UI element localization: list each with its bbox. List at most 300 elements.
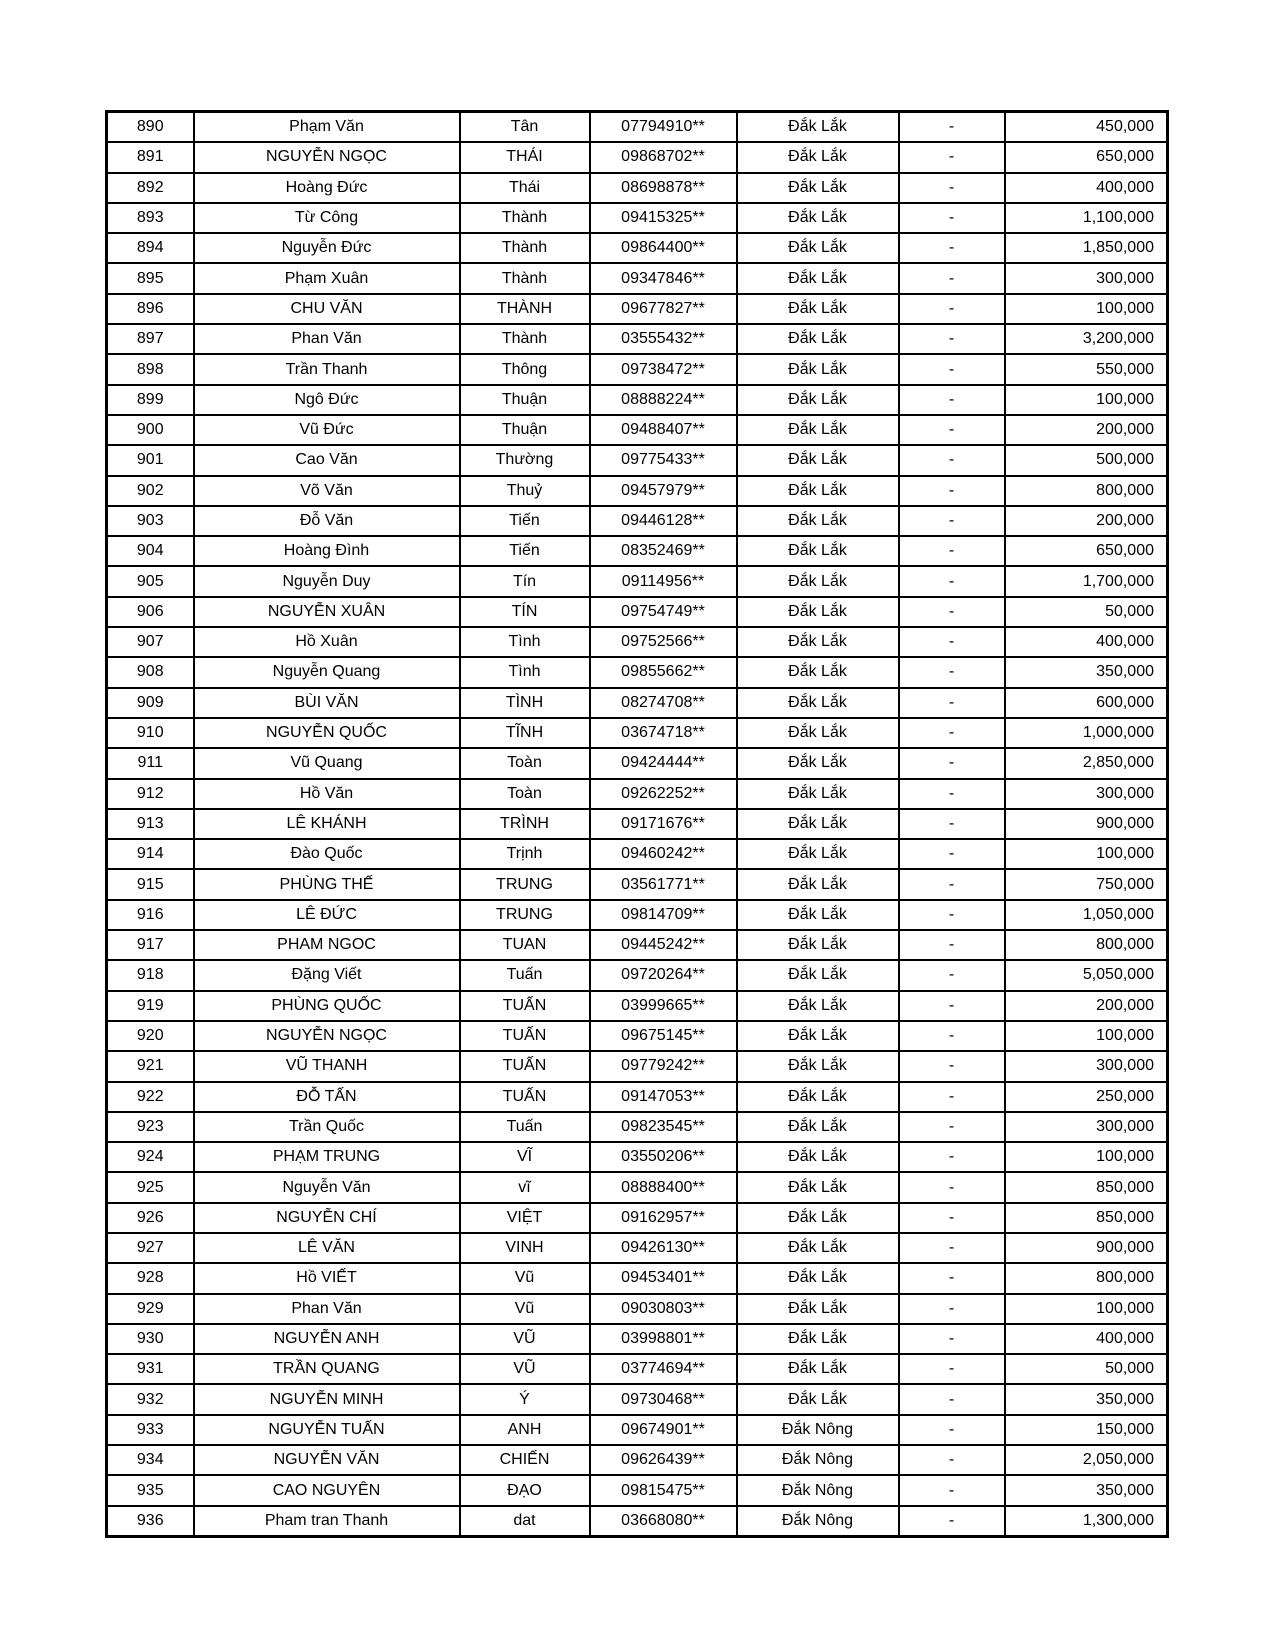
province-cell: Đắk Lắk <box>737 1384 899 1414</box>
first-name-cell: Trần Thanh <box>194 354 460 384</box>
province-cell: Đắk Lắk <box>737 294 899 324</box>
row-index-cell: 891 <box>107 142 194 172</box>
amount-cell: 150,000 <box>1005 1415 1168 1445</box>
table-row <box>107 809 1168 839</box>
amount-cell: 800,000 <box>1005 476 1168 506</box>
table-row <box>107 233 1168 263</box>
first-name-cell: Phạm Xuân <box>194 263 460 293</box>
last-name-cell: Ý <box>460 1384 590 1414</box>
province-cell: Đắk Nông <box>737 1415 899 1445</box>
dash-cell: - <box>899 627 1005 657</box>
table-row <box>107 354 1168 384</box>
phone-cell: 09855662** <box>590 657 737 687</box>
last-name-cell: Thành <box>460 324 590 354</box>
dash-cell: - <box>899 324 1005 354</box>
first-name-cell: Phạm Văn <box>194 112 460 143</box>
phone-cell: 09674901** <box>590 1415 737 1445</box>
table-row <box>107 627 1168 657</box>
phone-cell: 09754749** <box>590 597 737 627</box>
row-index-cell: 926 <box>107 1203 194 1233</box>
last-name-cell: Thành <box>460 203 590 233</box>
province-cell: Đắk Lắk <box>737 657 899 687</box>
first-name-cell: Đào Quốc <box>194 839 460 869</box>
dash-cell: - <box>899 1263 1005 1293</box>
province-cell: Đắk Lắk <box>737 203 899 233</box>
amount-cell: 350,000 <box>1005 1475 1168 1505</box>
last-name-cell: Thái <box>460 173 590 203</box>
dash-cell: - <box>899 688 1005 718</box>
row-index-cell: 895 <box>107 263 194 293</box>
phone-cell: 09424444** <box>590 748 737 778</box>
table-row <box>107 718 1168 748</box>
phone-cell: 09675145** <box>590 1021 737 1051</box>
phone-cell: 09347846** <box>590 263 737 293</box>
last-name-cell: Thuận <box>460 415 590 445</box>
first-name-cell: Nguyễn Duy <box>194 566 460 596</box>
dash-cell: - <box>899 1203 1005 1233</box>
first-name-cell: Hồ Xuân <box>194 627 460 657</box>
table-row <box>107 1233 1168 1263</box>
amount-cell: 1,700,000 <box>1005 566 1168 596</box>
row-index-cell: 890 <box>107 112 194 143</box>
dash-cell: - <box>899 1172 1005 1202</box>
first-name-cell: TRẦN QUANG <box>194 1354 460 1384</box>
last-name-cell: Thông <box>460 354 590 384</box>
table-row <box>107 930 1168 960</box>
phone-cell: 03999665** <box>590 991 737 1021</box>
dash-cell: - <box>899 142 1005 172</box>
row-index-cell: 893 <box>107 203 194 233</box>
table-row <box>107 445 1168 475</box>
phone-cell: 08888224** <box>590 385 737 415</box>
last-name-cell: TUẤN <box>460 1082 590 1112</box>
table-row <box>107 142 1168 172</box>
first-name-cell: NGUYỄN XUÂN <box>194 597 460 627</box>
table-row <box>107 991 1168 1021</box>
last-name-cell: Toàn <box>460 779 590 809</box>
first-name-cell: Nguyễn Quang <box>194 657 460 687</box>
phone-cell: 03998801** <box>590 1324 737 1354</box>
last-name-cell: Thuỷ <box>460 476 590 506</box>
province-cell: Đắk Lắk <box>737 506 899 536</box>
last-name-cell: Vũ <box>460 1263 590 1293</box>
last-name-cell: Thuận <box>460 385 590 415</box>
dash-cell: - <box>899 1445 1005 1475</box>
first-name-cell: Vũ Đức <box>194 415 460 445</box>
dash-cell: - <box>899 1142 1005 1172</box>
phone-cell: 09752566** <box>590 627 737 657</box>
row-index-cell: 912 <box>107 779 194 809</box>
last-name-cell: TUẤN <box>460 1051 590 1081</box>
row-index-cell: 899 <box>107 385 194 415</box>
first-name-cell: NGUYỄN NGỌC <box>194 1021 460 1051</box>
amount-cell: 100,000 <box>1005 839 1168 869</box>
table-row <box>107 1082 1168 1112</box>
last-name-cell: TĨNH <box>460 718 590 748</box>
row-index-cell: 917 <box>107 930 194 960</box>
dash-cell: - <box>899 1082 1005 1112</box>
table-row <box>107 1142 1168 1172</box>
province-cell: Đắk Lắk <box>737 1354 899 1384</box>
first-name-cell: Vũ Quang <box>194 748 460 778</box>
first-name-cell: LÊ KHÁNH <box>194 809 460 839</box>
row-index-cell: 922 <box>107 1082 194 1112</box>
dash-cell: - <box>899 718 1005 748</box>
amount-cell: 400,000 <box>1005 173 1168 203</box>
last-name-cell: VINH <box>460 1233 590 1263</box>
table-row <box>107 688 1168 718</box>
row-index-cell: 910 <box>107 718 194 748</box>
table-row <box>107 1172 1168 1202</box>
amount-cell: 650,000 <box>1005 536 1168 566</box>
table-row <box>107 324 1168 354</box>
row-index-cell: 913 <box>107 809 194 839</box>
phone-cell: 08274708** <box>590 688 737 718</box>
province-cell: Đắk Lắk <box>737 1112 899 1142</box>
table-row <box>107 536 1168 566</box>
first-name-cell: Hồ Văn <box>194 779 460 809</box>
phone-cell: 03674718** <box>590 718 737 748</box>
last-name-cell: Trịnh <box>460 839 590 869</box>
table-row <box>107 1415 1168 1445</box>
phone-cell: 09457979** <box>590 476 737 506</box>
phone-cell: 09823545** <box>590 1112 737 1142</box>
table-row <box>107 203 1168 233</box>
province-cell: Đắk Lắk <box>737 1203 899 1233</box>
phone-cell: 09446128** <box>590 506 737 536</box>
province-cell: Đắk Lắk <box>737 869 899 899</box>
first-name-cell: CAO NGUYÊN <box>194 1475 460 1505</box>
last-name-cell: TUAN <box>460 930 590 960</box>
dash-cell: - <box>899 597 1005 627</box>
dash-cell: - <box>899 779 1005 809</box>
row-index-cell: 911 <box>107 748 194 778</box>
table-row <box>107 839 1168 869</box>
first-name-cell: Đỗ Văn <box>194 506 460 536</box>
province-cell: Đắk Lắk <box>737 900 899 930</box>
province-cell: Đắk Lắk <box>737 748 899 778</box>
phone-cell: 09814709** <box>590 900 737 930</box>
row-index-cell: 931 <box>107 1354 194 1384</box>
phone-cell: 09171676** <box>590 809 737 839</box>
dash-cell: - <box>899 991 1005 1021</box>
dash-cell: - <box>899 1506 1005 1537</box>
amount-cell: 200,000 <box>1005 991 1168 1021</box>
amount-cell: 100,000 <box>1005 1021 1168 1051</box>
row-index-cell: 918 <box>107 960 194 990</box>
amount-cell: 3,200,000 <box>1005 324 1168 354</box>
province-cell: Đắk Lắk <box>737 597 899 627</box>
table-row <box>107 1384 1168 1414</box>
phone-cell: 08352469** <box>590 536 737 566</box>
phone-cell: 09262252** <box>590 779 737 809</box>
last-name-cell: Thành <box>460 233 590 263</box>
phone-cell: 03555432** <box>590 324 737 354</box>
last-name-cell: Vũ <box>460 1294 590 1324</box>
amount-cell: 50,000 <box>1005 1354 1168 1384</box>
last-name-cell: VIỆT <box>460 1203 590 1233</box>
amount-cell: 750,000 <box>1005 869 1168 899</box>
first-name-cell: NGUYỄN QUỐC <box>194 718 460 748</box>
row-index-cell: 935 <box>107 1475 194 1505</box>
last-name-cell: Tín <box>460 566 590 596</box>
payment-table <box>105 110 1169 1538</box>
phone-cell: 09460242** <box>590 839 737 869</box>
first-name-cell: Hoàng Đình <box>194 536 460 566</box>
phone-cell: 09030803** <box>590 1294 737 1324</box>
first-name-cell: LÊ VĂN <box>194 1233 460 1263</box>
last-name-cell: Tiến <box>460 506 590 536</box>
amount-cell: 50,000 <box>1005 597 1168 627</box>
phone-cell: 03668080** <box>590 1506 737 1537</box>
province-cell: Đắk Lắk <box>737 779 899 809</box>
phone-cell: 09162957** <box>590 1203 737 1233</box>
amount-cell: 100,000 <box>1005 294 1168 324</box>
amount-cell: 300,000 <box>1005 1051 1168 1081</box>
province-cell: Đắk Lắk <box>737 1051 899 1081</box>
table-row <box>107 869 1168 899</box>
first-name-cell: NGUYỄN NGỌC <box>194 142 460 172</box>
phone-cell: 09415325** <box>590 203 737 233</box>
dash-cell: - <box>899 960 1005 990</box>
dash-cell: - <box>899 415 1005 445</box>
row-index-cell: 936 <box>107 1506 194 1537</box>
province-cell: Đắk Lắk <box>737 688 899 718</box>
phone-cell: 09720264** <box>590 960 737 990</box>
amount-cell: 450,000 <box>1005 112 1168 143</box>
last-name-cell: TRUNG <box>460 900 590 930</box>
amount-cell: 2,850,000 <box>1005 748 1168 778</box>
last-name-cell: TRÌNH <box>460 809 590 839</box>
amount-cell: 1,850,000 <box>1005 233 1168 263</box>
row-index-cell: 928 <box>107 1263 194 1293</box>
amount-cell: 900,000 <box>1005 1233 1168 1263</box>
phone-cell: 09488407** <box>590 415 737 445</box>
amount-cell: 600,000 <box>1005 688 1168 718</box>
dash-cell: - <box>899 476 1005 506</box>
row-index-cell: 908 <box>107 657 194 687</box>
province-cell: Đắk Lắk <box>737 476 899 506</box>
amount-cell: 300,000 <box>1005 263 1168 293</box>
dash-cell: - <box>899 809 1005 839</box>
amount-cell: 900,000 <box>1005 809 1168 839</box>
dash-cell: - <box>899 930 1005 960</box>
dash-cell: - <box>899 203 1005 233</box>
province-cell: Đắk Lắk <box>737 324 899 354</box>
dash-cell: - <box>899 263 1005 293</box>
first-name-cell: Hồ VIẾT <box>194 1263 460 1293</box>
first-name-cell: NGUYỄN CHÍ <box>194 1203 460 1233</box>
last-name-cell: vĩ <box>460 1172 590 1202</box>
dash-cell: - <box>899 1051 1005 1081</box>
amount-cell: 400,000 <box>1005 1324 1168 1354</box>
first-name-cell: Trần Quốc <box>194 1112 460 1142</box>
province-cell: Đắk Lắk <box>737 566 899 596</box>
amount-cell: 650,000 <box>1005 142 1168 172</box>
dash-cell: - <box>899 1415 1005 1445</box>
last-name-cell: Thường <box>460 445 590 475</box>
table-row <box>107 1263 1168 1293</box>
last-name-cell: ĐẠO <box>460 1475 590 1505</box>
row-index-cell: 907 <box>107 627 194 657</box>
province-cell: Đắk Lắk <box>737 627 899 657</box>
row-index-cell: 896 <box>107 294 194 324</box>
dash-cell: - <box>899 748 1005 778</box>
phone-cell: 03550206** <box>590 1142 737 1172</box>
table-row <box>107 385 1168 415</box>
phone-cell: 09626439** <box>590 1445 737 1475</box>
province-cell: Đắk Lắk <box>737 1324 899 1354</box>
dash-cell: - <box>899 1112 1005 1142</box>
row-index-cell: 904 <box>107 536 194 566</box>
dash-cell: - <box>899 173 1005 203</box>
amount-cell: 300,000 <box>1005 1112 1168 1142</box>
table-row <box>107 1112 1168 1142</box>
last-name-cell: TRUNG <box>460 869 590 899</box>
amount-cell: 1,100,000 <box>1005 203 1168 233</box>
table-row <box>107 1051 1168 1081</box>
amount-cell: 250,000 <box>1005 1082 1168 1112</box>
row-index-cell: 915 <box>107 869 194 899</box>
row-index-cell: 906 <box>107 597 194 627</box>
table-row <box>107 960 1168 990</box>
table-row <box>107 657 1168 687</box>
table-row <box>107 900 1168 930</box>
amount-cell: 500,000 <box>1005 445 1168 475</box>
province-cell: Đắk Nông <box>737 1445 899 1475</box>
dash-cell: - <box>899 657 1005 687</box>
amount-cell: 400,000 <box>1005 627 1168 657</box>
dash-cell: - <box>899 1354 1005 1384</box>
row-index-cell: 919 <box>107 991 194 1021</box>
dash-cell: - <box>899 354 1005 384</box>
province-cell: Đắk Lắk <box>737 536 899 566</box>
province-cell: Đắk Lắk <box>737 112 899 143</box>
row-index-cell: 894 <box>107 233 194 263</box>
first-name-cell: PHÙNG THẾ <box>194 869 460 899</box>
table-row <box>107 1203 1168 1233</box>
dash-cell: - <box>899 294 1005 324</box>
table-row <box>107 294 1168 324</box>
phone-cell: 09730468** <box>590 1384 737 1414</box>
dash-cell: - <box>899 385 1005 415</box>
first-name-cell: NGUYỄN VĂN <box>194 1445 460 1475</box>
province-cell: Đắk Lắk <box>737 354 899 384</box>
table-body <box>107 112 1168 1537</box>
last-name-cell: VŨ <box>460 1324 590 1354</box>
province-cell: Đắk Lắk <box>737 1233 899 1263</box>
phone-cell: 09779242** <box>590 1051 737 1081</box>
last-name-cell: Tuấn <box>460 960 590 990</box>
dash-cell: - <box>899 1233 1005 1263</box>
province-cell: Đắk Lắk <box>737 142 899 172</box>
first-name-cell: Hoàng Đức <box>194 173 460 203</box>
row-index-cell: 909 <box>107 688 194 718</box>
last-name-cell: CHIẾN <box>460 1445 590 1475</box>
amount-cell: 2,050,000 <box>1005 1445 1168 1475</box>
row-index-cell: 932 <box>107 1384 194 1414</box>
province-cell: Đắk Lắk <box>737 1172 899 1202</box>
first-name-cell: ĐỖ TẤN <box>194 1082 460 1112</box>
first-name-cell: Nguyễn Đức <box>194 233 460 263</box>
last-name-cell: THÀNH <box>460 294 590 324</box>
last-name-cell: Toàn <box>460 748 590 778</box>
province-cell: Đắk Lắk <box>737 991 899 1021</box>
province-cell: Đắk Lắk <box>737 809 899 839</box>
province-cell: Đắk Lắk <box>737 930 899 960</box>
phone-cell: 09864400** <box>590 233 737 263</box>
province-cell: Đắk Lắk <box>737 1082 899 1112</box>
province-cell: Đắk Lắk <box>737 1294 899 1324</box>
first-name-cell: Ngô Đức <box>194 385 460 415</box>
row-index-cell: 898 <box>107 354 194 384</box>
last-name-cell: dat <box>460 1506 590 1537</box>
table-row <box>107 476 1168 506</box>
province-cell: Đắk Lắk <box>737 385 899 415</box>
phone-cell: 09426130** <box>590 1233 737 1263</box>
last-name-cell: Tình <box>460 627 590 657</box>
phone-cell: 09868702** <box>590 142 737 172</box>
amount-cell: 1,000,000 <box>1005 718 1168 748</box>
first-name-cell: Pham tran Thanh <box>194 1506 460 1537</box>
last-name-cell: VĨ <box>460 1142 590 1172</box>
amount-cell: 350,000 <box>1005 1384 1168 1414</box>
phone-cell: 09738472** <box>590 354 737 384</box>
row-index-cell: 927 <box>107 1233 194 1263</box>
first-name-cell: PHAM NGOC <box>194 930 460 960</box>
table-row <box>107 748 1168 778</box>
amount-cell: 550,000 <box>1005 354 1168 384</box>
row-index-cell: 901 <box>107 445 194 475</box>
amount-cell: 800,000 <box>1005 930 1168 960</box>
phone-cell: 09775433** <box>590 445 737 475</box>
dash-cell: - <box>899 233 1005 263</box>
amount-cell: 850,000 <box>1005 1203 1168 1233</box>
row-index-cell: 921 <box>107 1051 194 1081</box>
dash-cell: - <box>899 1294 1005 1324</box>
phone-cell: 09677827** <box>590 294 737 324</box>
phone-cell: 07794910** <box>590 112 737 143</box>
first-name-cell: VŨ THANH <box>194 1051 460 1081</box>
last-name-cell: TÌNH <box>460 688 590 718</box>
amount-cell: 100,000 <box>1005 1294 1168 1324</box>
amount-cell: 800,000 <box>1005 1263 1168 1293</box>
first-name-cell: Võ Văn <box>194 476 460 506</box>
first-name-cell: PHÙNG QUỐC <box>194 991 460 1021</box>
amount-cell: 300,000 <box>1005 779 1168 809</box>
amount-cell: 200,000 <box>1005 506 1168 536</box>
row-index-cell: 903 <box>107 506 194 536</box>
first-name-cell: PHẠM TRUNG <box>194 1142 460 1172</box>
last-name-cell: Tân <box>460 112 590 143</box>
phone-cell: 08698878** <box>590 173 737 203</box>
province-cell: Đắk Lắk <box>737 233 899 263</box>
last-name-cell: Tình <box>460 657 590 687</box>
dash-cell: - <box>899 1021 1005 1051</box>
province-cell: Đắk Lắk <box>737 960 899 990</box>
amount-cell: 100,000 <box>1005 1142 1168 1172</box>
phone-cell: 09445242** <box>590 930 737 960</box>
first-name-cell: NGUYỄN MINH <box>194 1384 460 1414</box>
province-cell: Đắk Lắk <box>737 173 899 203</box>
table-row <box>107 1445 1168 1475</box>
first-name-cell: CHU VĂN <box>194 294 460 324</box>
row-index-cell: 914 <box>107 839 194 869</box>
row-index-cell: 930 <box>107 1324 194 1354</box>
first-name-cell: Từ Công <box>194 203 460 233</box>
phone-cell: 09453401** <box>590 1263 737 1293</box>
phone-cell: 09815475** <box>590 1475 737 1505</box>
